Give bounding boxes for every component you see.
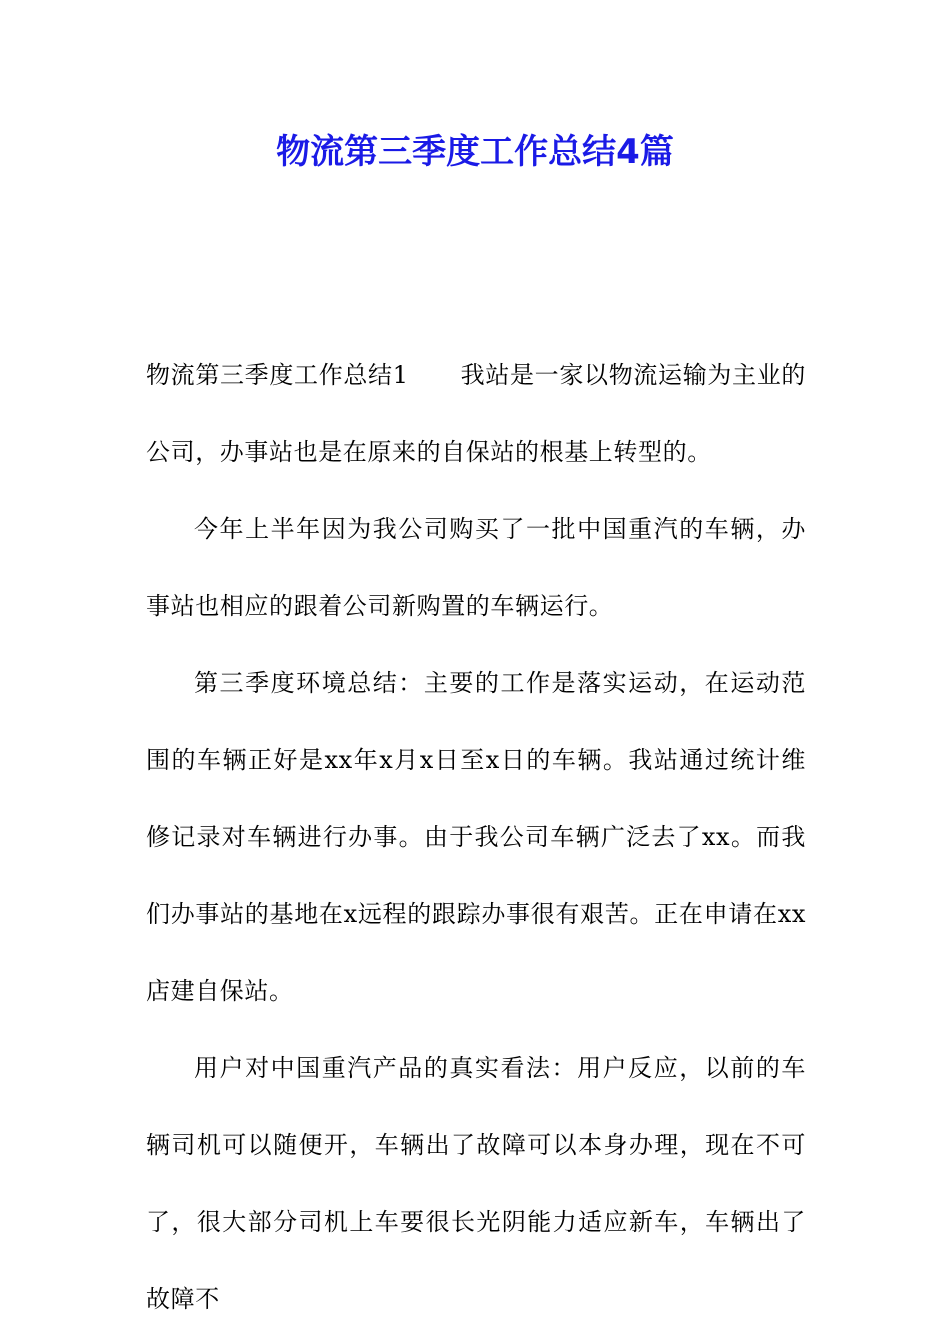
paragraph-1 [146,337,806,491]
paragraph-2: 今年上半年因为我公司购买了一批中国重汽的车辆，办事站也相应的跟着公司新购置的车辆运行。 [146,515,806,620]
section-heading: 物流第三季度工作总结1 [146,361,409,389]
paragraph-4: 用户对中国重汽产品的真实看法：用户反应，以前的车辆司机可以随便开，车辆出了故障可以本身办理，现在不可了，很大部分司机上车要很长光阴能力适应新车，车辆出了故障不 [146,1054,806,1313]
paragraph-3: 第三季度环境总结：主要的工作是落实运动，在运动范围的车辆正好是xx年x月x日至x日的车辆。我站通过统计维修记录对车辆进行办事。由于我公司车辆广泛去了xx。而我们办事站的基地在x远程的跟踪办事很有艰苦。正在申请在xx店建自保站。 [146,669,806,1005]
document-title: 物流第三季度工作总结4篇 [276,132,674,172]
paragraph-text: 我站是一家以物流运输为主业的公司，办事站也是在原来的自保站的根基上转型的。 [146,361,806,466]
document-body [146,337,806,1338]
